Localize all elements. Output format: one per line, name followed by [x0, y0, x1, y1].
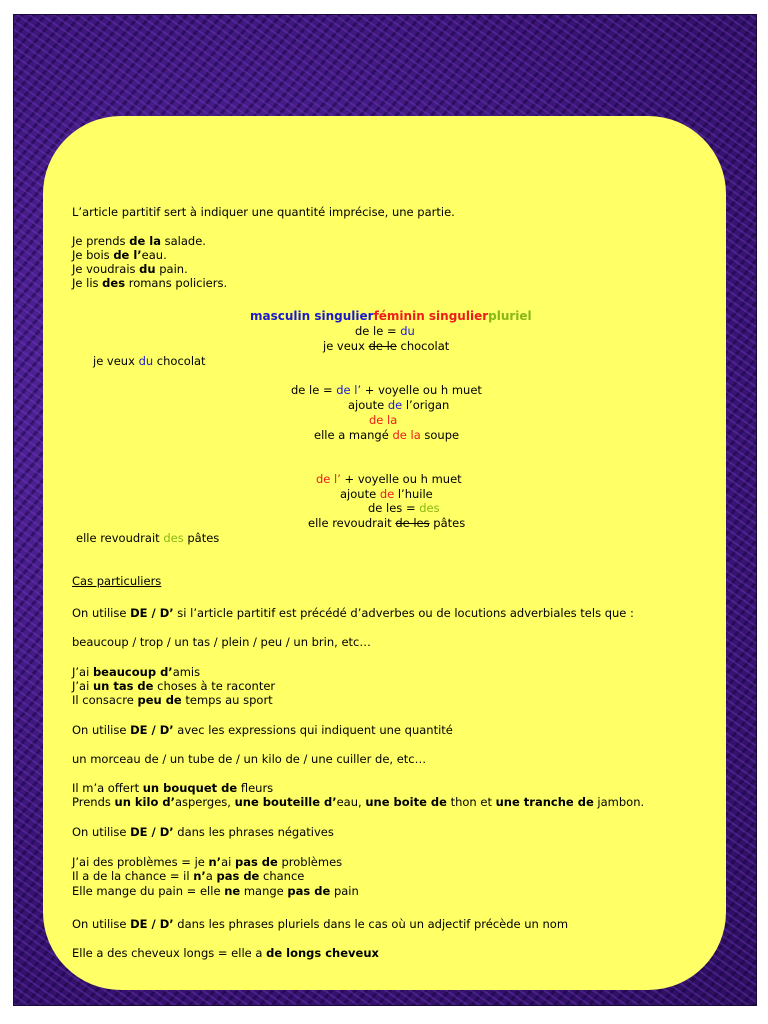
example-4: Je lis des romans policiers.: [72, 276, 228, 290]
example-1: Je prends de la salade.: [72, 234, 206, 248]
masc-example-1: je veux de le chocolat: [323, 339, 450, 353]
adverbe-example-2: J’ai un tas de choses à te raconter: [72, 679, 276, 693]
rule-adverbes: On utilise DE / D’ si l’article partitif est précédé d’adverbes ou de locutions adverbiales tels que :: [72, 606, 634, 620]
adverbe-example-3: Il consacre peu de temps au sport: [72, 693, 273, 707]
fem-example-2: ajoute de l’huile: [340, 487, 433, 501]
negative-example-2: Il a de la chance = il n’a pas de chance: [72, 869, 305, 883]
negative-example-3: Elle mange du pain = elle ne mange pas de pain: [72, 884, 359, 898]
example-3: Je voudrais du pain.: [72, 262, 188, 276]
masc-example-2: je veux du chocolat: [93, 354, 206, 368]
section-title: Cas particuliers: [72, 574, 162, 588]
plur-example-2: elle revoudrait des pâtes: [76, 531, 220, 545]
header-masculin: masculin singulier: [250, 309, 374, 323]
negative-example-1: J’ai des problèmes = je n’ai pas de problèmes: [72, 855, 343, 869]
quantite-example-1: Il m’a offert un bouquet de fleurs: [72, 781, 274, 795]
adverbe-example-1: J’ai beaucoup d’amis: [72, 665, 201, 679]
header-pluriel: pluriel: [488, 309, 532, 323]
rule-negatives: On utilise DE / D’ dans les phrases négatives: [72, 825, 334, 839]
fem-rule-2: de l’ + voyelle ou h muet: [316, 472, 462, 486]
adjectif-example: Elle a des cheveux longs = elle a de longs cheveux: [72, 946, 379, 960]
plur-rule: de les = des: [368, 501, 440, 515]
fem-rule-1: de la: [369, 413, 398, 427]
table-header: [250, 309, 532, 323]
masc-rule-1: de le = du: [355, 324, 415, 338]
fem-example-1: elle a mangé de la soupe: [314, 428, 460, 442]
header-feminin: féminin singulier: [373, 309, 489, 323]
rule-adjectif: On utilise DE / D’ dans les phrases pluriels dans le cas où un adjectif précède un nom: [72, 917, 569, 931]
masc-example-3: ajoute de l’origan: [348, 398, 450, 412]
quantite-example-2: Prends un kilo d’asperges, une bouteille d’eau, une boite de thon et une tranche de jambon.: [72, 795, 645, 809]
rule-quantite: On utilise DE / D’ avec les expressions qui indiquent une quantité: [72, 723, 453, 737]
plur-example-1: elle revoudrait de les pâtes: [308, 516, 466, 530]
quantite-list: un morceau de / un tube de / un kilo de / une cuiller de, etc…: [72, 752, 427, 766]
adverbes-list: beaucoup / trop / un tas / plein / peu / un brin, etc…: [72, 635, 371, 649]
intro-text: L’article partitif sert à indiquer une quantité imprécise, une partie.: [72, 205, 455, 219]
example-2: Je bois de l’eau.: [72, 248, 167, 262]
masc-rule-2: de le = de l’ + voyelle ou h muet: [291, 383, 482, 397]
